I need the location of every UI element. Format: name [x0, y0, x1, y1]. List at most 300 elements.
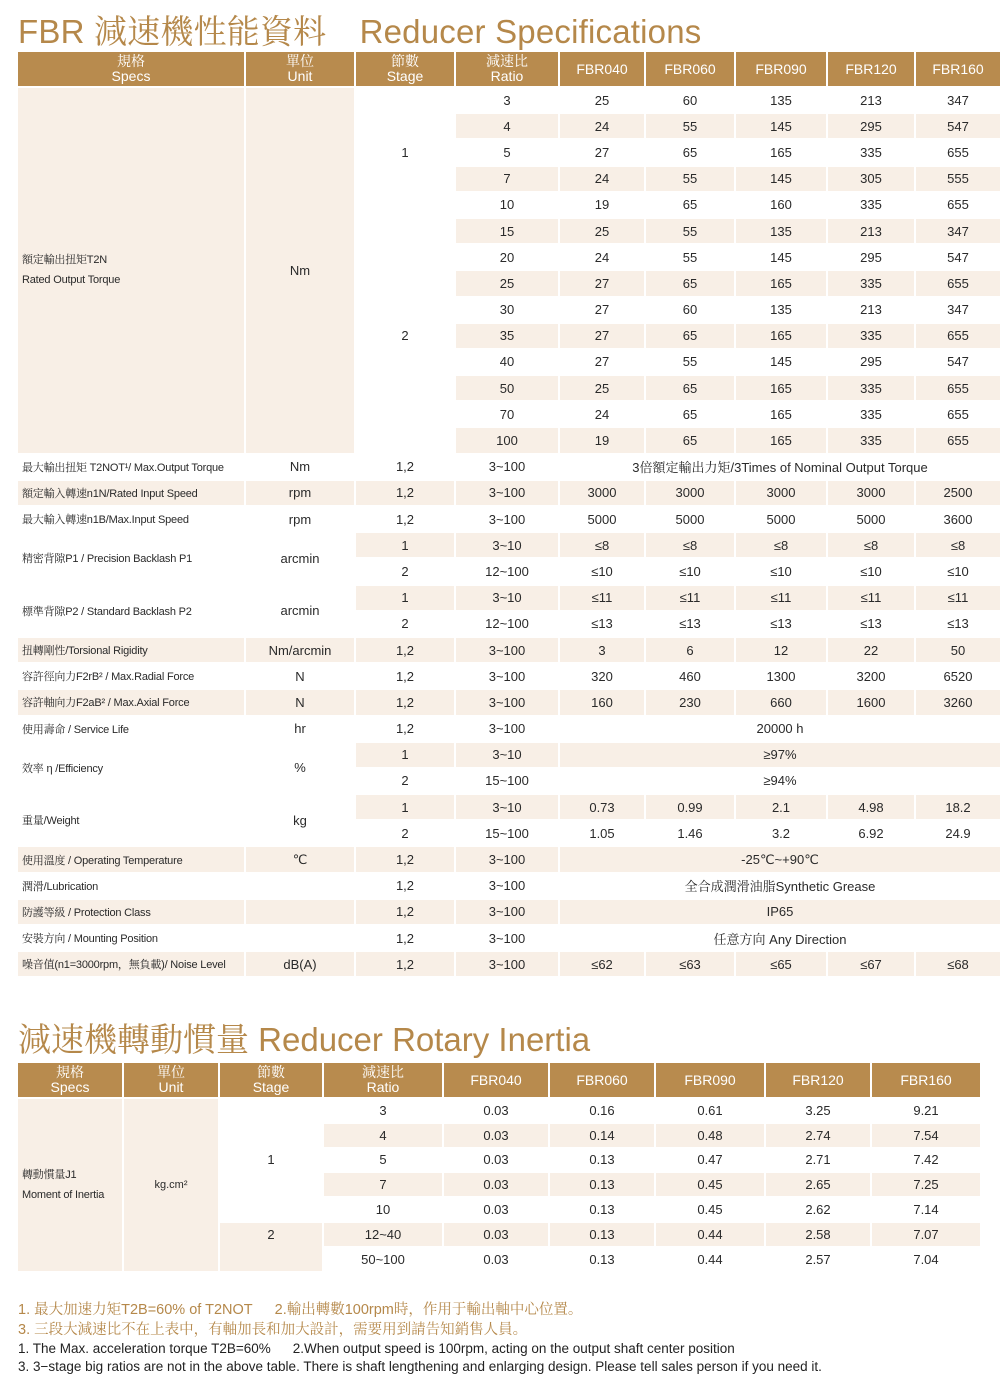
table-cell: 0.13 — [550, 1198, 656, 1223]
table-cell: 145 — [736, 245, 828, 271]
table-cell: 347 — [916, 298, 1000, 324]
table-cell: 160 — [560, 690, 646, 716]
page-title: FBR 減速機性能資料 Reducer Specifications — [18, 13, 702, 50]
footnote-en-line1: 1. The Max. acceleration torque T2B=60% 2.When output speed is 100rpm, acting on the output shaft center position — [18, 1341, 735, 1356]
table-cell: ≤68 — [916, 952, 1000, 978]
table-cell: 1 — [356, 743, 456, 769]
table-cell: 24 — [560, 167, 646, 193]
table-cell: 7.14 — [872, 1198, 982, 1223]
table-cell: 213 — [828, 88, 916, 114]
table-cell: ≤11 — [560, 586, 646, 612]
table-cell: 1 — [356, 586, 456, 612]
table-cell: ≤65 — [736, 952, 828, 978]
inertia-stage-2: 2 — [220, 1223, 324, 1273]
table-cell: 0.44 — [656, 1248, 766, 1273]
table-cell: 2 — [356, 559, 456, 585]
table-cell: 5000 — [828, 507, 916, 533]
table-cell: 3 — [456, 88, 560, 114]
footnote-cn-line2: 3. 三段大減速比不在上表中，有軸加長和加大設計，需要用到請告知銷售人員。 — [18, 1322, 528, 1338]
inertia-label: 轉動慣量J1 Moment of Inertia — [18, 1099, 124, 1273]
table-cell: 2 — [356, 821, 456, 847]
table-row — [18, 900, 1000, 926]
header-ratio: 減速比 Ratio — [456, 52, 560, 88]
table-cell: 55 — [646, 114, 736, 140]
table-cell: 24 — [560, 245, 646, 271]
inertia-unit: kg.cm² — [124, 1099, 220, 1273]
table-cell: 165 — [736, 324, 828, 350]
table-cell: ≤8 — [646, 533, 736, 559]
table-cell: 0.47 — [656, 1149, 766, 1174]
table-cell: 55 — [646, 167, 736, 193]
table-cell: 9.21 — [872, 1099, 982, 1124]
table-header-row — [18, 1063, 982, 1099]
table-cell: 65 — [646, 324, 736, 350]
maxspeed-unit: rpm — [246, 507, 356, 533]
table-cell: ≤11 — [828, 586, 916, 612]
table-cell: 27 — [560, 298, 646, 324]
table-cell: 50 — [456, 376, 560, 402]
table-cell: ≤10 — [646, 559, 736, 585]
radial-label: 容許徑向力F2rB² / Max.Radial Force — [18, 664, 246, 690]
table-cell: 55 — [646, 350, 736, 376]
table-cell: 7.04 — [872, 1248, 982, 1273]
table-row — [18, 664, 1000, 690]
table-row — [18, 952, 1000, 978]
table-cell: ≤13 — [736, 612, 828, 638]
table-cell: 347 — [916, 219, 1000, 245]
table-cell: 165 — [736, 402, 828, 428]
table-cell: 2.1 — [736, 795, 828, 821]
table-cell: 55 — [646, 245, 736, 271]
table-cell: 1.46 — [646, 821, 736, 847]
table-cell: 335 — [828, 428, 916, 454]
header-fbr160: FBR160 — [916, 52, 1000, 88]
maxtorque-value: 3倍額定輸出力矩/3Times of Nominal Output Torque — [560, 455, 1000, 481]
table-cell: 555 — [916, 167, 1000, 193]
table-cell: 335 — [828, 402, 916, 428]
table-row — [18, 1099, 982, 1124]
table-cell: 25 — [560, 376, 646, 402]
table-header-row — [18, 52, 1000, 88]
table-cell: ≥94% — [560, 769, 1000, 795]
table-row — [18, 847, 1000, 873]
table-cell: 60 — [646, 298, 736, 324]
axial-label: 容許軸向力F2aB² / Max.Axial Force — [18, 690, 246, 716]
table-cell: ≤62 — [560, 952, 646, 978]
table-cell: 2.65 — [766, 1173, 872, 1198]
table-cell: 3200 — [828, 664, 916, 690]
table-cell: 0.45 — [656, 1173, 766, 1198]
table-cell: 655 — [916, 376, 1000, 402]
table-cell: 5000 — [646, 507, 736, 533]
maxspeed-label: 最大輸入轉速n1B/Max.Input Speed — [18, 507, 246, 533]
table-cell: 7 — [456, 167, 560, 193]
table-row — [18, 926, 1000, 952]
efficiency-label: 效率 η /Efficiency — [18, 743, 246, 795]
table-cell: ≤11 — [916, 586, 1000, 612]
protection-stage: 1,2 — [356, 900, 456, 926]
life-value: 20000 h — [560, 717, 1000, 743]
table-cell: 0.73 — [560, 795, 646, 821]
axial-stage: 1,2 — [356, 690, 456, 716]
header-unit: 單位 Unit — [246, 52, 356, 88]
header-specs: 規格 Specs — [18, 1063, 124, 1099]
table-cell: ≤8 — [828, 533, 916, 559]
table-cell: 4 — [456, 114, 560, 140]
backlash1-label: 精密背隙P1 / Precision Backlash P1 — [18, 533, 246, 585]
table-cell: 160 — [736, 193, 828, 219]
table-cell: 347 — [916, 88, 1000, 114]
weight-label: 重量/Weight — [18, 795, 246, 847]
table-cell: 230 — [646, 690, 736, 716]
table-cell: ≤8 — [736, 533, 828, 559]
noise-label: 噪音值(n1=3000rpm，無負載)/ Noise Level — [18, 952, 246, 978]
table-cell: 30 — [456, 298, 560, 324]
table-cell: 320 — [560, 664, 646, 690]
table-row — [18, 638, 1000, 664]
table-cell: 335 — [828, 140, 916, 166]
table-cell: 3000 — [646, 481, 736, 507]
table-cell: 35 — [456, 324, 560, 350]
table-cell: 3260 — [916, 690, 1000, 716]
mounting-stage: 1,2 — [356, 926, 456, 952]
table-cell: ≤13 — [646, 612, 736, 638]
mounting-unit — [246, 926, 356, 952]
table-row — [18, 717, 1000, 743]
rigidity-unit: Nm/arcmin — [246, 638, 356, 664]
table-cell: 3~10 — [456, 586, 560, 612]
table-cell: ≤11 — [646, 586, 736, 612]
protection-ratio: 3~100 — [456, 900, 560, 926]
life-stage: 1,2 — [356, 717, 456, 743]
protection-label: 防護等級 / Protection Class — [18, 900, 246, 926]
ratedspeed-stage: 1,2 — [356, 481, 456, 507]
table-cell: 165 — [736, 271, 828, 297]
table-cell: 0.14 — [550, 1124, 656, 1149]
axial-ratio: 3~100 — [456, 690, 560, 716]
ratedspeed-ratio: 3~100 — [456, 481, 560, 507]
table-cell: 15~100 — [456, 821, 560, 847]
table-cell: ≤63 — [646, 952, 736, 978]
header-fbr060: FBR060 — [646, 52, 736, 88]
table-cell: 145 — [736, 350, 828, 376]
table-row — [18, 743, 1000, 769]
table-row — [18, 455, 1000, 481]
table-cell: 3000 — [828, 481, 916, 507]
table-cell: 295 — [828, 350, 916, 376]
header-unit: 單位 Unit — [124, 1063, 220, 1099]
header-fbr040: FBR040 — [560, 52, 646, 88]
footnotes — [18, 1300, 988, 1376]
table-cell: ≤8 — [916, 533, 1000, 559]
noise-unit: dB(A) — [246, 952, 356, 978]
table-cell: 3000 — [736, 481, 828, 507]
table-cell: 2.71 — [766, 1149, 872, 1174]
footnote-en-line2: 3. 3−stage big ratios are not in the above table. There is shaft lengthening and enlarging design. Please tell sales person if you need it. — [18, 1359, 822, 1374]
table-cell: 7.42 — [872, 1149, 982, 1174]
table-cell: 27 — [560, 350, 646, 376]
axial-unit: N — [246, 690, 356, 716]
efficiency-unit: % — [246, 743, 356, 795]
table-cell: 18.2 — [916, 795, 1000, 821]
table-cell: 24.9 — [916, 821, 1000, 847]
table-cell: 3~10 — [456, 743, 560, 769]
table-cell: 1300 — [736, 664, 828, 690]
table-cell: 295 — [828, 245, 916, 271]
table-row — [18, 533, 1000, 559]
table-cell: 0.99 — [646, 795, 736, 821]
torque-unit: Nm — [246, 88, 356, 455]
table-cell: ≤67 — [828, 952, 916, 978]
optemp-label: 使用溫度 / Operating Temperature — [18, 847, 246, 873]
table-cell: 27 — [560, 140, 646, 166]
maxtorque-unit: Nm — [246, 455, 356, 481]
table-cell: 70 — [456, 402, 560, 428]
table-cell: 0.03 — [444, 1248, 550, 1273]
table-cell: 12~40 — [324, 1223, 444, 1248]
protection-unit — [246, 900, 356, 926]
table-cell: ≤13 — [560, 612, 646, 638]
backlash2-label: 標準背隙P2 / Standard Backlash P2 — [18, 586, 246, 638]
header-fbr090: FBR090 — [736, 52, 828, 88]
table-cell: 295 — [828, 114, 916, 140]
table-cell: 65 — [646, 376, 736, 402]
table-cell: 1.05 — [560, 821, 646, 847]
table-cell: 6.92 — [828, 821, 916, 847]
table-cell: ≤13 — [828, 612, 916, 638]
table-cell: 213 — [828, 219, 916, 245]
optemp-ratio: 3~100 — [456, 847, 560, 873]
table-cell: 3 — [324, 1099, 444, 1124]
table-cell: 3600 — [916, 507, 1000, 533]
table-cell: 12 — [736, 638, 828, 664]
table-cell: 20 — [456, 245, 560, 271]
life-label: 使用壽命 / Service Life — [18, 717, 246, 743]
maxtorque-ratio: 3~100 — [456, 455, 560, 481]
table-cell: 0.03 — [444, 1198, 550, 1223]
table-cell: 1 — [356, 533, 456, 559]
table-row — [18, 586, 1000, 612]
table-cell: 55 — [646, 219, 736, 245]
rigidity-ratio: 3~100 — [456, 638, 560, 664]
table-cell: 0.48 — [656, 1124, 766, 1149]
table-cell: 547 — [916, 245, 1000, 271]
table-cell: 50~100 — [324, 1248, 444, 1273]
table-cell: 213 — [828, 298, 916, 324]
maxtorque-stage: 1,2 — [356, 455, 456, 481]
table-row — [18, 795, 1000, 821]
table-cell: 0.45 — [656, 1198, 766, 1223]
rigidity-stage: 1,2 — [356, 638, 456, 664]
inertia-stage-1: 1 — [220, 1099, 324, 1223]
table-cell: 0.03 — [444, 1223, 550, 1248]
table-cell: 660 — [736, 690, 828, 716]
table-cell: 3.2 — [736, 821, 828, 847]
inertia-section-title: 減速機轉動慣量 Reducer Rotary Inertia — [18, 1021, 591, 1058]
table-cell: 655 — [916, 428, 1000, 454]
table-cell: 2 — [356, 769, 456, 795]
torque-stage-1: 1 — [356, 88, 456, 219]
table-cell: 145 — [736, 167, 828, 193]
torque-stage-2: 2 — [356, 219, 456, 455]
table-cell: 2.62 — [766, 1198, 872, 1223]
table-cell: 0.03 — [444, 1124, 550, 1149]
mounting-value: 任意方向 Any Direction — [560, 926, 1000, 952]
table-cell: 24 — [560, 402, 646, 428]
table-cell: 3000 — [560, 481, 646, 507]
table-cell: 27 — [560, 271, 646, 297]
torque-label: 額定輸出扭矩T2N Rated Output Torque — [18, 88, 246, 455]
table-cell: 547 — [916, 114, 1000, 140]
table-cell: 2 — [356, 612, 456, 638]
table-cell: 0.13 — [550, 1223, 656, 1248]
table-cell: 60 — [646, 88, 736, 114]
table-cell: 135 — [736, 219, 828, 245]
table-row — [18, 874, 1000, 900]
optemp-stage: 1,2 — [356, 847, 456, 873]
table-cell: 4.98 — [828, 795, 916, 821]
table-cell: 3~10 — [456, 795, 560, 821]
table-cell: 165 — [736, 140, 828, 166]
table-cell: 65 — [646, 428, 736, 454]
header-stage: 節數 Stage — [220, 1063, 324, 1099]
table-cell: 5 — [456, 140, 560, 166]
table-cell: 335 — [828, 324, 916, 350]
table-cell: ≤11 — [736, 586, 828, 612]
table-cell: 135 — [736, 88, 828, 114]
table-cell: 1600 — [828, 690, 916, 716]
table-cell: 165 — [736, 376, 828, 402]
life-unit: hr — [246, 717, 356, 743]
table-cell: 19 — [560, 428, 646, 454]
table-cell: 6520 — [916, 664, 1000, 690]
header-fbr040: FBR040 — [444, 1063, 550, 1099]
table-cell: 0.13 — [550, 1173, 656, 1198]
backlash1-unit: arcmin — [246, 533, 356, 585]
lubrication-ratio: 3~100 — [456, 874, 560, 900]
table-cell: 135 — [736, 298, 828, 324]
ratedspeed-unit: rpm — [246, 481, 356, 507]
table-cell: 1 — [356, 795, 456, 821]
table-cell: 655 — [916, 193, 1000, 219]
table-cell: 12~100 — [456, 559, 560, 585]
weight-unit: kg — [246, 795, 356, 847]
backlash2-unit: arcmin — [246, 586, 356, 638]
lubrication-value: 全合成潤滑油脂Synthetic Grease — [560, 874, 1000, 900]
table-cell: 655 — [916, 324, 1000, 350]
table-cell: 24 — [560, 114, 646, 140]
table-cell: 3 — [560, 638, 646, 664]
table-cell: 0.13 — [550, 1248, 656, 1273]
table-cell: ≤10 — [560, 559, 646, 585]
table-cell: 100 — [456, 428, 560, 454]
noise-ratio: 3~100 — [456, 952, 560, 978]
table-cell: 460 — [646, 664, 736, 690]
table-cell: 2.74 — [766, 1124, 872, 1149]
lubrication-unit — [246, 874, 356, 900]
table-cell: 10 — [456, 193, 560, 219]
table-cell: ≥97% — [560, 743, 1000, 769]
table-cell: 7.54 — [872, 1124, 982, 1149]
table-cell: 7.25 — [872, 1173, 982, 1198]
table-cell: 7 — [324, 1173, 444, 1198]
table-cell: 655 — [916, 271, 1000, 297]
table-cell: 335 — [828, 376, 916, 402]
table-cell: 655 — [916, 402, 1000, 428]
header-specs: 規格 Specs — [18, 52, 246, 88]
header-fbr090: FBR090 — [656, 1063, 766, 1099]
header-fbr160: FBR160 — [872, 1063, 982, 1099]
footnote-cn-line1: 1. 最大加速力矩T2B=60% of T2NOT 2.輸出轉數100rpm時，作用于輸出軸中心位置。 — [18, 1302, 583, 1318]
table-cell: 655 — [916, 140, 1000, 166]
table-cell: 5 — [324, 1149, 444, 1174]
lubrication-label: 潤滑/Lubrication — [18, 874, 246, 900]
inertia-table — [18, 1063, 982, 1273]
table-cell: 2.58 — [766, 1223, 872, 1248]
table-cell: 5000 — [736, 507, 828, 533]
header-fbr120: FBR120 — [828, 52, 916, 88]
specifications-table — [18, 52, 1000, 978]
table-row — [18, 88, 1000, 114]
table-cell: 19 — [560, 193, 646, 219]
radial-unit: N — [246, 664, 356, 690]
table-cell: 25 — [560, 88, 646, 114]
table-cell: 65 — [646, 271, 736, 297]
table-cell: 12~100 — [456, 612, 560, 638]
table-cell: ≤13 — [916, 612, 1000, 638]
radial-stage: 1,2 — [356, 664, 456, 690]
table-row — [18, 690, 1000, 716]
protection-value: IP65 — [560, 900, 1000, 926]
table-cell: ≤8 — [560, 533, 646, 559]
table-cell: 4 — [324, 1124, 444, 1149]
table-cell: 7.07 — [872, 1223, 982, 1248]
table-cell: 65 — [646, 140, 736, 166]
table-cell: 65 — [646, 193, 736, 219]
table-cell: 0.03 — [444, 1173, 550, 1198]
table-row — [18, 507, 1000, 533]
header-fbr060: FBR060 — [550, 1063, 656, 1099]
header-ratio: 減速比 Ratio — [324, 1063, 444, 1099]
table-cell: 25 — [560, 219, 646, 245]
table-cell: 0.61 — [656, 1099, 766, 1124]
table-cell: 165 — [736, 428, 828, 454]
table-cell: 305 — [828, 167, 916, 193]
table-cell: 5000 — [560, 507, 646, 533]
table-cell: 27 — [560, 324, 646, 350]
mounting-ratio: 3~100 — [456, 926, 560, 952]
table-cell: 15~100 — [456, 769, 560, 795]
table-cell: 2.57 — [766, 1248, 872, 1273]
table-cell: 2500 — [916, 481, 1000, 507]
table-cell: 3.25 — [766, 1099, 872, 1124]
header-fbr120: FBR120 — [766, 1063, 872, 1099]
rigidity-label: 扭轉剛性/Torsional Rigidity — [18, 638, 246, 664]
radial-ratio: 3~100 — [456, 664, 560, 690]
table-cell: 15 — [456, 219, 560, 245]
table-cell: 50 — [916, 638, 1000, 664]
lubrication-stage: 1,2 — [356, 874, 456, 900]
header-stage: 節數 Stage — [356, 52, 456, 88]
optemp-value: -25℃~+90℃ — [560, 847, 1000, 873]
table-cell: 6 — [646, 638, 736, 664]
table-cell: 0.03 — [444, 1099, 550, 1124]
optemp-unit: ℃ — [246, 847, 356, 873]
table-cell: 3~10 — [456, 533, 560, 559]
table-cell: 547 — [916, 350, 1000, 376]
mounting-label: 安裝方向 / Mounting Position — [18, 926, 246, 952]
table-cell: 335 — [828, 271, 916, 297]
